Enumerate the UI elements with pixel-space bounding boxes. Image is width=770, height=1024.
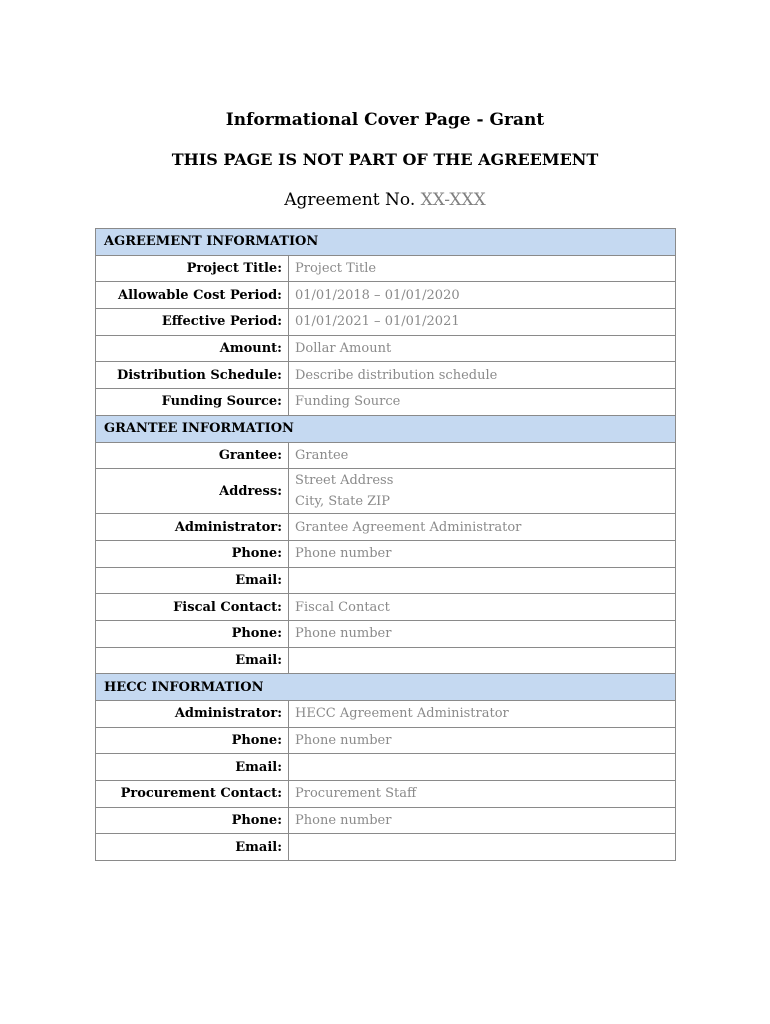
table-row	[96, 594, 676, 621]
row-label: Allowable Cost Period:	[96, 282, 289, 309]
table-row	[96, 540, 676, 567]
row-label: Phone:	[96, 807, 289, 834]
procurement-contact-field[interactable]: Procurement Staff	[289, 781, 676, 808]
table-row	[96, 754, 676, 781]
section-header-row	[96, 674, 676, 701]
table-row	[96, 727, 676, 754]
row-label: Administrator:	[96, 701, 289, 728]
agreement-number-label: Agreement No.	[284, 190, 416, 210]
row-label: Phone:	[96, 620, 289, 647]
agreement-number-value[interactable]: XX-XXX	[420, 190, 486, 210]
section-header-row	[96, 415, 676, 442]
hecc-info-heading: HECC INFORMATION	[96, 674, 676, 701]
table-row	[96, 514, 676, 541]
project-title-field[interactable]: Project Title	[289, 255, 676, 282]
fiscal-contact-field[interactable]: Fiscal Contact	[289, 594, 676, 621]
row-label: Phone:	[96, 727, 289, 754]
grantee-field[interactable]: Grantee	[289, 442, 676, 469]
table-row	[96, 567, 676, 594]
table-row	[96, 781, 676, 808]
row-label: Funding Source:	[96, 389, 289, 416]
procurement-email-field[interactable]	[289, 834, 676, 861]
table-row	[96, 807, 676, 834]
row-label: Address:	[96, 469, 289, 514]
row-label: Administrator:	[96, 514, 289, 541]
table-row	[96, 282, 676, 309]
table-row	[96, 620, 676, 647]
hecc-administrator-field[interactable]: HECC Agreement Administrator	[289, 701, 676, 728]
table-row	[96, 442, 676, 469]
street-address-line: Street Address	[295, 473, 394, 489]
effective-period-field[interactable]: 01/01/2021 – 01/01/2021	[289, 309, 676, 336]
table-row	[96, 701, 676, 728]
table-row	[96, 362, 676, 389]
cover-info-table	[95, 228, 676, 861]
row-label: Project Title:	[96, 255, 289, 282]
table-row	[96, 255, 676, 282]
fiscal-contact-email-field[interactable]	[289, 647, 676, 674]
row-label: Grantee:	[96, 442, 289, 469]
table-row	[96, 389, 676, 416]
table-row	[96, 469, 676, 514]
table-row	[96, 309, 676, 336]
row-label: Distribution Schedule:	[96, 362, 289, 389]
funding-source-field[interactable]: Funding Source	[289, 389, 676, 416]
hecc-admin-phone-field[interactable]: Phone number	[289, 727, 676, 754]
row-label: Email:	[96, 567, 289, 594]
amount-field[interactable]: Dollar Amount	[289, 335, 676, 362]
row-label: Phone:	[96, 540, 289, 567]
agreement-number-line	[0, 190, 770, 210]
allowable-cost-period-field[interactable]: 01/01/2018 – 01/01/2020	[289, 282, 676, 309]
row-label: Effective Period:	[96, 309, 289, 336]
grantee-administrator-field[interactable]: Grantee Agreement Administrator	[289, 514, 676, 541]
procurement-phone-field[interactable]: Phone number	[289, 807, 676, 834]
table-row	[96, 647, 676, 674]
city-state-zip-line: City, State ZIP	[295, 494, 391, 510]
hecc-admin-email-field[interactable]	[289, 754, 676, 781]
row-label: Procurement Contact:	[96, 781, 289, 808]
row-label: Email:	[96, 647, 289, 674]
grantee-admin-phone-field[interactable]: Phone number	[289, 540, 676, 567]
page-subtitle: THIS PAGE IS NOT PART OF THE AGREEMENT	[171, 150, 599, 169]
row-label: Email:	[96, 834, 289, 861]
table-row	[96, 335, 676, 362]
fiscal-contact-phone-field[interactable]: Phone number	[289, 620, 676, 647]
distribution-schedule-field[interactable]: Describe distribution schedule	[289, 362, 676, 389]
grantee-info-heading: GRANTEE INFORMATION	[96, 415, 676, 442]
row-label: Fiscal Contact:	[96, 594, 289, 621]
row-label: Amount:	[96, 335, 289, 362]
grantee-admin-email-field[interactable]	[289, 567, 676, 594]
table-row	[96, 834, 676, 861]
address-field[interactable]	[289, 469, 676, 514]
section-header-row	[96, 229, 676, 256]
page-title: Informational Cover Page - Grant	[225, 110, 545, 130]
row-label: Email:	[96, 754, 289, 781]
agreement-info-heading: AGREEMENT INFORMATION	[96, 229, 676, 256]
